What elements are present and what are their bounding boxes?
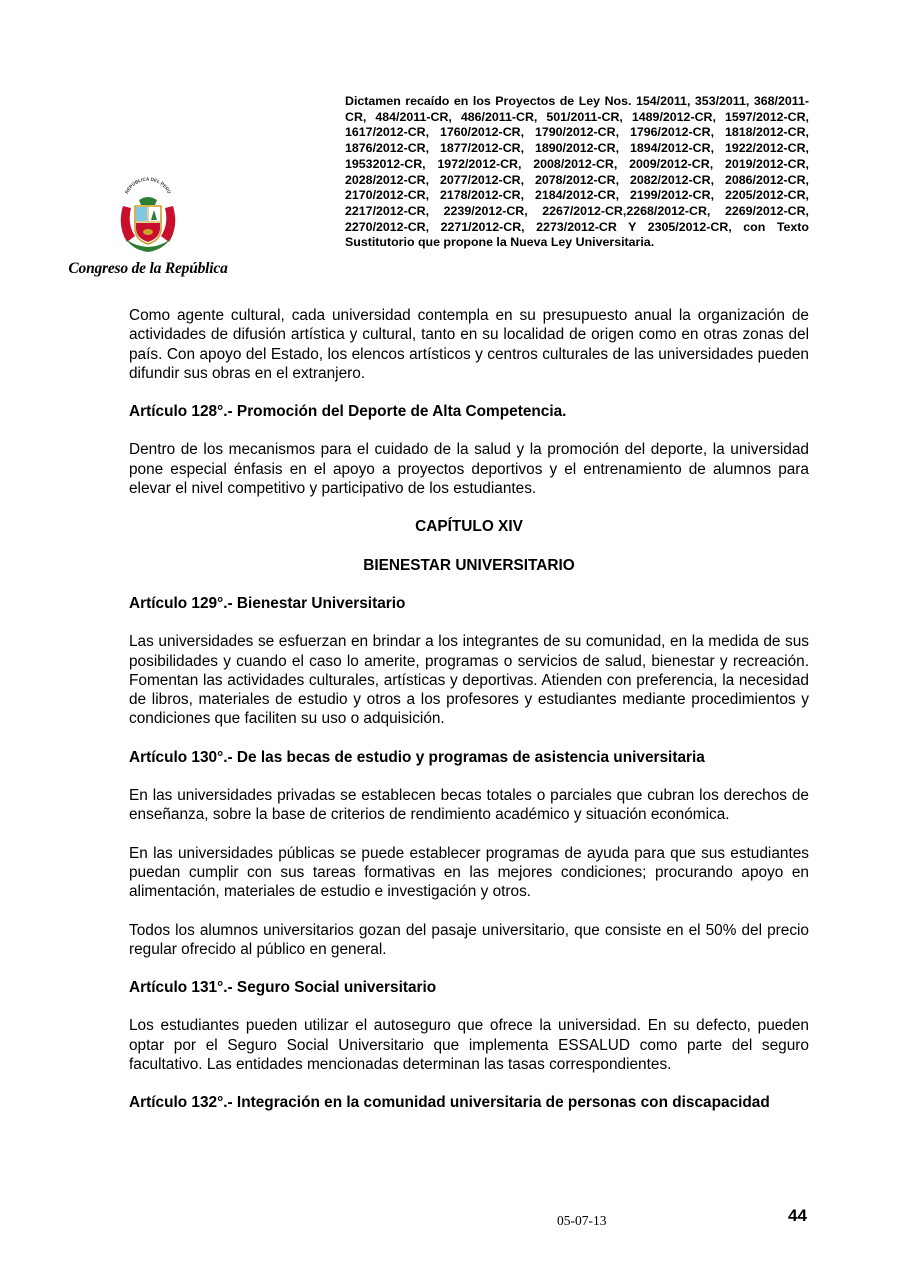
- page-number: 44: [788, 1206, 807, 1225]
- document-body: [129, 306, 809, 1113]
- chapter-title: BIENESTAR UNIVERSITARIO: [363, 556, 575, 574]
- article-132-title: Artículo 132°.- Integración en la comunidad universitaria de personas con discapacidad: [129, 1094, 770, 1112]
- article-131-title: Artículo 131°.- Seguro Social universitario: [129, 979, 437, 997]
- paragraph: Las universidades se esfuerzan en brindar a los integrantes de su comunidad, en la medida de sus posibilidades y cuando el caso lo amerite, programas o servicios de salud, bienestar y recreación. Fomentan las actividades culturales, artísticas y deportivas. Atienden con preferencia, la necesidad de libros, materiales de estudio y otros a los profesores y estudiantes mediante procedimientos y condiciones que faciliten su uso o adquisición.: [129, 633, 809, 728]
- chapter-number: CAPÍTULO XIV: [415, 518, 523, 536]
- institution-logo: [58, 176, 238, 278]
- paragraph: En las universidades públicas se puede establecer programas de ayuda para que sus estudiantes puedan cumplir con sus tareas formativas en las mejores condiciones; procurando apoyo en alimentación, materiales de estudio e investigación y otros.: [129, 844, 809, 901]
- institution-name: Congreso de la República: [68, 260, 228, 277]
- article-130-title: Artículo 130°.- De las becas de estudio y programas de asistencia universitaria: [129, 748, 705, 766]
- paragraph: En las universidades privadas se establecen becas totales o parciales que cubran los derechos de enseñanza, sobre la base de criterios de rendimiento académico y situación económica.: [129, 787, 809, 824]
- emblem-caption: REPÚBLICA DEL PERÚ: [124, 176, 172, 195]
- article-128-title: Artículo 128°.- Promoción del Deporte de Alta Competencia.: [129, 403, 567, 421]
- svg-text:REPÚBLICA DEL PERÚ: [124, 177, 173, 196]
- paragraph: Como agente cultural, cada universidad contempla en su presupuesto anual la organización de actividades de difusión artística y cultural, tanto en su localidad de origen como en otras zonas del país. Con apoyo del Estado, los elencos artísticos y centros culturales de las universidades pueden difundir sus obras en el extranjero.: [129, 307, 809, 382]
- coat-of-arms-icon: [113, 176, 183, 258]
- paragraph: Todos los alumnos universitarios gozan del pasaje universitario, que consiste en el 50% del precio regular ofrecido al público en general.: [129, 921, 809, 958]
- footer-date: 05-07-13: [557, 1213, 607, 1228]
- article-129-title: Artículo 129°.- Bienestar Universitario: [129, 594, 406, 612]
- dictamen-heading: Dictamen recaído en los Proyectos de Ley Nos. 154/2011, 353/2011, 368/2011-CR, 484/2011-CR, 486/2011-CR, 501/2011-CR, 1489/2012-CR, 1597/2012-CR, 1617/2012-CR, 1760/2012-CR, 1790/2012-CR, 1796/2012-CR, 1818/2012-CR, 1876/2012-CR, 1877/2012-CR, 1890/2012-CR, 1894/2012-CR, 1922/2012-CR, 19532012-CR, 1972/2012-CR, 2008/2012-CR, 2009/2012-CR, 2019/2012-CR, 2028/2012-CR, 2077/2012-CR, 2078/2012-CR, 2082/2012-CR, 2086/2012-CR, 2170/2012-CR, 2178/2012-CR, 2184/2012-CR, 2199/2012-CR, 2205/2012-CR, 2217/2012-CR, 2239/2012-CR, 2267/2012-CR,2268/2012-CR, 2269/2012-CR, 2270/2012-CR, 2271/2012-CR, 2273/2012-CR Y 2305/2012-CR, con Texto Sustitutorio que propone la Nueva Ley Universitaria.: [345, 94, 809, 250]
- paragraph: Dentro de los mecanismos para el cuidado de la salud y la promoción del deporte, la universidad pone especial énfasis en el apoyo a proyectos deportivos y el entrenamiento de alumnos para elevar el nivel competitivo y participativo de los estudiantes.: [129, 441, 809, 498]
- paragraph: Los estudiantes pueden utilizar el autoseguro que ofrece la universidad. En su defecto, pueden optar por el Seguro Social Universitario que implementa ESSALUD como parte del seguro facultativo. Las entidades mencionadas determinan las tasas correspondientes.: [129, 1017, 809, 1074]
